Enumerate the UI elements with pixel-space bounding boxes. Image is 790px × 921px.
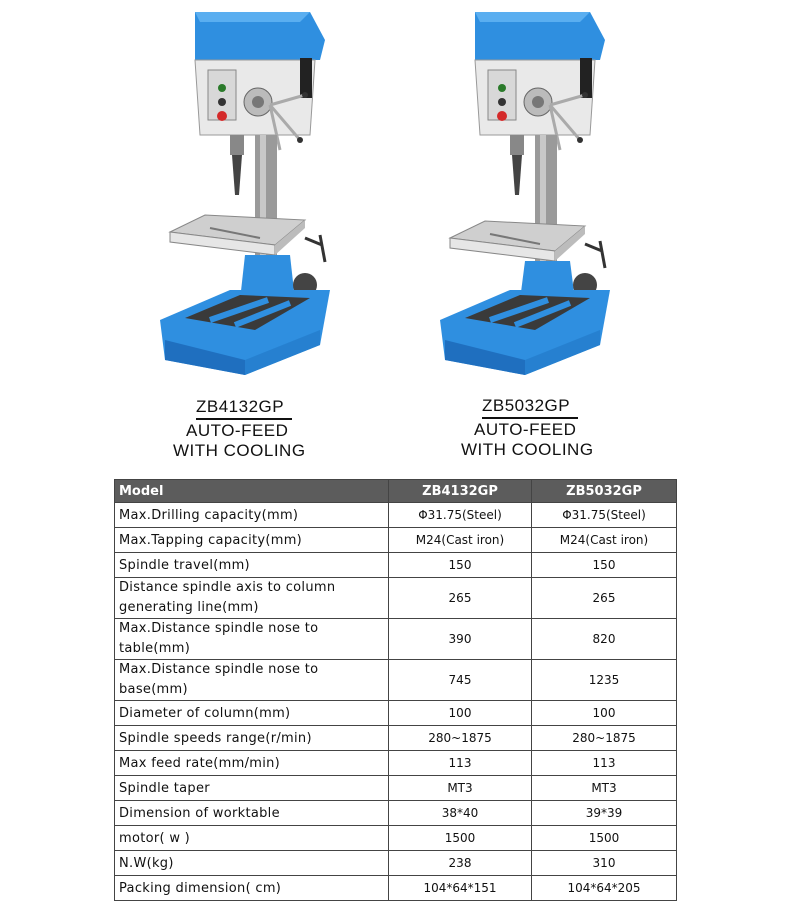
row-label: Max feed rate(mm/min) [115, 751, 389, 776]
row-value-1: 104*64*151 [389, 876, 532, 901]
product-2-divider [482, 417, 578, 419]
table-row [115, 553, 677, 578]
row-value-2: 150 [532, 553, 677, 578]
table-row [115, 528, 677, 553]
row-value-2: 113 [532, 751, 677, 776]
table-row [115, 503, 677, 528]
row-value-2: 1500 [532, 826, 677, 851]
row-value-1: 745 [389, 660, 532, 701]
row-value-2: Φ31.75(Steel) [532, 503, 677, 528]
table-row [115, 619, 677, 660]
row-label: Spindle speeds range(r/min) [115, 726, 389, 751]
product-1-model: ZB4132GP [196, 397, 285, 416]
table-row [115, 578, 677, 619]
row-value-1: Φ31.75(Steel) [389, 503, 532, 528]
row-value-1: 113 [389, 751, 532, 776]
row-value-2: 39*39 [532, 801, 677, 826]
row-label: Max.Tapping capacity(mm) [115, 528, 389, 553]
row-label: Max.Distance spindle nose to table(mm) [115, 619, 389, 660]
specification-table [114, 479, 677, 901]
table-row [115, 776, 677, 801]
header-model: Model [115, 480, 389, 503]
row-value-1: MT3 [389, 776, 532, 801]
row-value-1: 265 [389, 578, 532, 619]
table-row [115, 726, 677, 751]
row-label: Diameter of column(mm) [115, 701, 389, 726]
product-1-feature-1: AUTO-FEED [186, 421, 289, 440]
row-value-2: 100 [532, 701, 677, 726]
row-label: Max.Drilling capacity(mm) [115, 503, 389, 528]
table-row [115, 851, 677, 876]
product-2-feature-2: WITH COOLING [461, 440, 594, 459]
row-label: Spindle taper [115, 776, 389, 801]
row-value-2: 820 [532, 619, 677, 660]
row-label: Distance spindle axis to column generating line(mm) [115, 578, 389, 619]
row-value-1: 238 [389, 851, 532, 876]
row-value-1: M24(Cast iron) [389, 528, 532, 553]
row-value-2: 1235 [532, 660, 677, 701]
row-value-1: 150 [389, 553, 532, 578]
table-row [115, 701, 677, 726]
product-1-divider [196, 418, 292, 420]
table-row [115, 826, 677, 851]
drill-press-1-graphic [150, 0, 350, 385]
row-value-2: MT3 [532, 776, 677, 801]
drill-press-2-graphic [430, 0, 630, 385]
row-value-1: 100 [389, 701, 532, 726]
row-label: Spindle travel(mm) [115, 553, 389, 578]
row-value-1: 280~1875 [389, 726, 532, 751]
row-value-2: M24(Cast iron) [532, 528, 677, 553]
row-label: N.W(kg) [115, 851, 389, 876]
row-value-2: 310 [532, 851, 677, 876]
table-row [115, 801, 677, 826]
row-value-2: 104*64*205 [532, 876, 677, 901]
table-row [115, 751, 677, 776]
row-label: Max.Distance spindle nose to base(mm) [115, 660, 389, 701]
row-label: motor( w ) [115, 826, 389, 851]
row-value-2: 265 [532, 578, 677, 619]
table-row [115, 876, 677, 901]
row-label: Dimension of worktable [115, 801, 389, 826]
row-value-1: 390 [389, 619, 532, 660]
header-zb4132gp: ZB4132GP [389, 480, 532, 503]
header-zb5032gp: ZB5032GP [532, 480, 677, 503]
product-2-feature-1: AUTO-FEED [474, 420, 577, 439]
row-value-2: 280~1875 [532, 726, 677, 751]
table-header-row [115, 480, 677, 503]
row-value-1: 38*40 [389, 801, 532, 826]
product-1-feature-2: WITH COOLING [173, 441, 306, 460]
row-label: Packing dimension( cm) [115, 876, 389, 901]
row-value-1: 1500 [389, 826, 532, 851]
table-row [115, 660, 677, 701]
product-2-model: ZB5032GP [482, 396, 571, 415]
drill-press-image-1 [150, 0, 350, 385]
drill-press-image-2 [430, 0, 630, 385]
